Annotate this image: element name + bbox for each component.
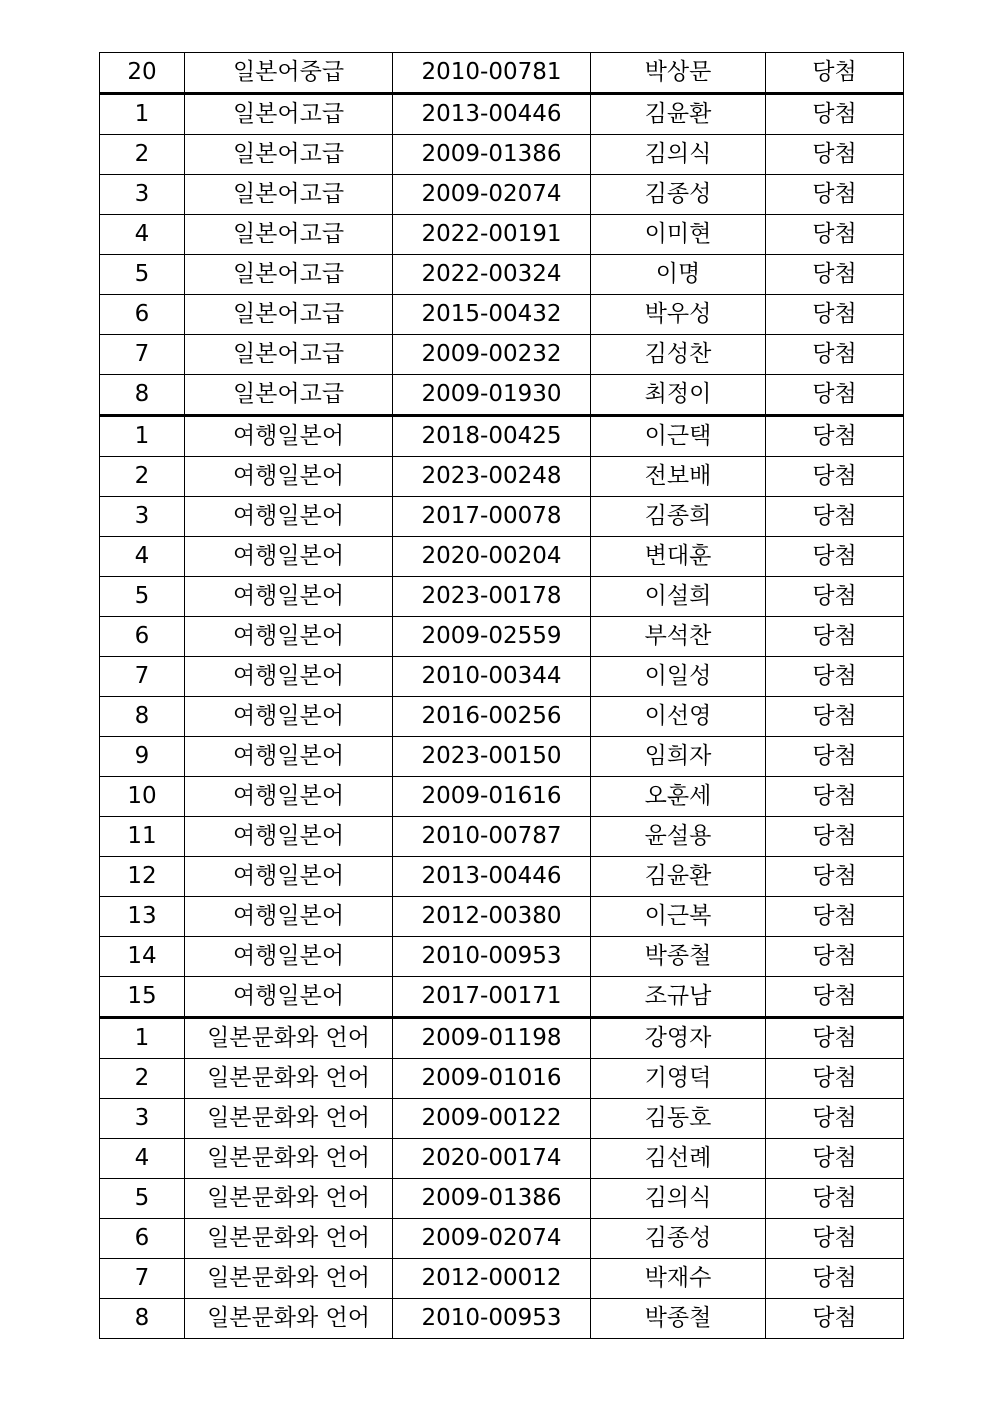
result-cell: 당첨 bbox=[766, 617, 904, 657]
member-id-cell: 2009-01198 bbox=[393, 1018, 591, 1059]
result-cell: 당첨 bbox=[766, 897, 904, 937]
table-row bbox=[100, 94, 904, 135]
table-row bbox=[100, 335, 904, 375]
result-cell: 당첨 bbox=[766, 255, 904, 295]
result-cell: 당첨 bbox=[766, 737, 904, 777]
table-row bbox=[100, 857, 904, 897]
member-id-cell: 2015-00432 bbox=[393, 295, 591, 335]
table-row bbox=[100, 215, 904, 255]
row-number-cell: 9 bbox=[100, 737, 185, 777]
course-name-cell: 여행일본어 bbox=[185, 937, 393, 977]
member-id-cell: 2022-00191 bbox=[393, 215, 591, 255]
member-id-cell: 2009-00232 bbox=[393, 335, 591, 375]
course-name-cell: 여행일본어 bbox=[185, 617, 393, 657]
result-cell: 당첨 bbox=[766, 497, 904, 537]
result-cell: 당첨 bbox=[766, 1179, 904, 1219]
course-name-cell: 여행일본어 bbox=[185, 657, 393, 697]
result-cell: 당첨 bbox=[766, 817, 904, 857]
row-number-cell: 5 bbox=[100, 255, 185, 295]
course-name-cell: 여행일본어 bbox=[185, 457, 393, 497]
result-cell: 당첨 bbox=[766, 335, 904, 375]
row-number-cell: 6 bbox=[100, 617, 185, 657]
member-id-cell: 2017-00078 bbox=[393, 497, 591, 537]
member-name-cell: 이명 bbox=[591, 255, 766, 295]
member-name-cell: 윤설용 bbox=[591, 817, 766, 857]
row-number-cell: 2 bbox=[100, 135, 185, 175]
member-id-cell: 2010-00344 bbox=[393, 657, 591, 697]
course-name-cell: 일본어중급 bbox=[185, 53, 393, 94]
row-number-cell: 2 bbox=[100, 457, 185, 497]
course-name-cell: 일본문화와 언어 bbox=[185, 1219, 393, 1259]
table-row bbox=[100, 375, 904, 416]
member-name-cell: 박상문 bbox=[591, 53, 766, 94]
table-row bbox=[100, 777, 904, 817]
row-number-cell: 4 bbox=[100, 215, 185, 255]
table-row bbox=[100, 175, 904, 215]
member-name-cell: 김의식 bbox=[591, 135, 766, 175]
table-row bbox=[100, 737, 904, 777]
table-row bbox=[100, 697, 904, 737]
result-cell: 당첨 bbox=[766, 53, 904, 94]
member-name-cell: 기영덕 bbox=[591, 1059, 766, 1099]
member-id-cell: 2009-01386 bbox=[393, 1179, 591, 1219]
member-name-cell: 이근복 bbox=[591, 897, 766, 937]
row-number-cell: 4 bbox=[100, 537, 185, 577]
member-name-cell: 조규남 bbox=[591, 977, 766, 1018]
course-name-cell: 여행일본어 bbox=[185, 977, 393, 1018]
member-name-cell: 전보배 bbox=[591, 457, 766, 497]
member-id-cell: 2010-00787 bbox=[393, 817, 591, 857]
course-name-cell: 여행일본어 bbox=[185, 537, 393, 577]
course-name-cell: 여행일본어 bbox=[185, 897, 393, 937]
row-number-cell: 4 bbox=[100, 1139, 185, 1179]
result-cell: 당첨 bbox=[766, 135, 904, 175]
member-name-cell: 변대훈 bbox=[591, 537, 766, 577]
row-number-cell: 3 bbox=[100, 175, 185, 215]
member-id-cell: 2009-02074 bbox=[393, 1219, 591, 1259]
member-name-cell: 김의식 bbox=[591, 1179, 766, 1219]
table-row bbox=[100, 937, 904, 977]
table-row bbox=[100, 1018, 904, 1059]
table-body bbox=[100, 53, 904, 1339]
course-name-cell: 여행일본어 bbox=[185, 777, 393, 817]
member-id-cell: 2009-02559 bbox=[393, 617, 591, 657]
course-name-cell: 여행일본어 bbox=[185, 857, 393, 897]
member-name-cell: 임희자 bbox=[591, 737, 766, 777]
member-name-cell: 이일성 bbox=[591, 657, 766, 697]
member-name-cell: 김윤환 bbox=[591, 94, 766, 135]
member-id-cell: 2023-00178 bbox=[393, 577, 591, 617]
course-name-cell: 일본문화와 언어 bbox=[185, 1018, 393, 1059]
result-cell: 당첨 bbox=[766, 457, 904, 497]
member-name-cell: 이근택 bbox=[591, 416, 766, 457]
row-number-cell: 5 bbox=[100, 1179, 185, 1219]
result-cell: 당첨 bbox=[766, 657, 904, 697]
result-cell: 당첨 bbox=[766, 1139, 904, 1179]
member-id-cell: 2020-00204 bbox=[393, 537, 591, 577]
row-number-cell: 11 bbox=[100, 817, 185, 857]
row-number-cell: 8 bbox=[100, 1299, 185, 1339]
course-name-cell: 일본어고급 bbox=[185, 335, 393, 375]
course-name-cell: 일본어고급 bbox=[185, 375, 393, 416]
row-number-cell: 5 bbox=[100, 577, 185, 617]
table-row bbox=[100, 577, 904, 617]
table-row bbox=[100, 135, 904, 175]
member-id-cell: 2023-00248 bbox=[393, 457, 591, 497]
member-id-cell: 2010-00953 bbox=[393, 1299, 591, 1339]
result-cell: 당첨 bbox=[766, 977, 904, 1018]
member-id-cell: 2010-00953 bbox=[393, 937, 591, 977]
result-cell: 당첨 bbox=[766, 537, 904, 577]
table-row bbox=[100, 497, 904, 537]
course-name-cell: 여행일본어 bbox=[185, 737, 393, 777]
member-name-cell: 김종성 bbox=[591, 175, 766, 215]
course-name-cell: 일본문화와 언어 bbox=[185, 1139, 393, 1179]
row-number-cell: 3 bbox=[100, 1099, 185, 1139]
table-row bbox=[100, 977, 904, 1018]
row-number-cell: 1 bbox=[100, 94, 185, 135]
course-name-cell: 일본어고급 bbox=[185, 94, 393, 135]
row-number-cell: 1 bbox=[100, 416, 185, 457]
result-cell: 당첨 bbox=[766, 1099, 904, 1139]
result-cell: 당첨 bbox=[766, 1059, 904, 1099]
course-name-cell: 여행일본어 bbox=[185, 416, 393, 457]
result-cell: 당첨 bbox=[766, 1259, 904, 1299]
result-cell: 당첨 bbox=[766, 1219, 904, 1259]
row-number-cell: 7 bbox=[100, 1259, 185, 1299]
row-number-cell: 7 bbox=[100, 335, 185, 375]
member-name-cell: 김선례 bbox=[591, 1139, 766, 1179]
member-name-cell: 김성찬 bbox=[591, 335, 766, 375]
result-cell: 당첨 bbox=[766, 1018, 904, 1059]
result-cell: 당첨 bbox=[766, 777, 904, 817]
course-name-cell: 여행일본어 bbox=[185, 577, 393, 617]
member-name-cell: 박종철 bbox=[591, 937, 766, 977]
table-row bbox=[100, 897, 904, 937]
course-name-cell: 일본문화와 언어 bbox=[185, 1179, 393, 1219]
row-number-cell: 10 bbox=[100, 777, 185, 817]
member-id-cell: 2009-01016 bbox=[393, 1059, 591, 1099]
row-number-cell: 12 bbox=[100, 857, 185, 897]
member-id-cell: 2018-00425 bbox=[393, 416, 591, 457]
member-name-cell: 강영자 bbox=[591, 1018, 766, 1059]
course-name-cell: 일본어고급 bbox=[185, 295, 393, 335]
member-name-cell: 부석찬 bbox=[591, 617, 766, 657]
member-name-cell: 이선영 bbox=[591, 697, 766, 737]
member-name-cell: 이미현 bbox=[591, 215, 766, 255]
course-name-cell: 여행일본어 bbox=[185, 817, 393, 857]
member-name-cell: 이설희 bbox=[591, 577, 766, 617]
member-id-cell: 2009-01930 bbox=[393, 375, 591, 416]
member-id-cell: 2009-01616 bbox=[393, 777, 591, 817]
row-number-cell: 2 bbox=[100, 1059, 185, 1099]
member-id-cell: 2012-00380 bbox=[393, 897, 591, 937]
course-name-cell: 일본문화와 언어 bbox=[185, 1099, 393, 1139]
row-number-cell: 7 bbox=[100, 657, 185, 697]
table-row bbox=[100, 617, 904, 657]
row-number-cell: 8 bbox=[100, 697, 185, 737]
member-name-cell: 박종철 bbox=[591, 1299, 766, 1339]
course-name-cell: 여행일본어 bbox=[185, 497, 393, 537]
row-number-cell: 6 bbox=[100, 1219, 185, 1259]
row-number-cell: 3 bbox=[100, 497, 185, 537]
member-id-cell: 2009-00122 bbox=[393, 1099, 591, 1139]
member-id-cell: 2009-01386 bbox=[393, 135, 591, 175]
member-name-cell: 박재수 bbox=[591, 1259, 766, 1299]
course-name-cell: 일본문화와 언어 bbox=[185, 1299, 393, 1339]
table-row bbox=[100, 295, 904, 335]
table-row bbox=[100, 416, 904, 457]
member-id-cell: 2020-00174 bbox=[393, 1139, 591, 1179]
result-cell: 당첨 bbox=[766, 857, 904, 897]
member-id-cell: 2016-00256 bbox=[393, 697, 591, 737]
table-row bbox=[100, 457, 904, 497]
course-name-cell: 여행일본어 bbox=[185, 697, 393, 737]
member-id-cell: 2013-00446 bbox=[393, 857, 591, 897]
row-number-cell: 8 bbox=[100, 375, 185, 416]
row-number-cell: 1 bbox=[100, 1018, 185, 1059]
course-name-cell: 일본어고급 bbox=[185, 215, 393, 255]
table-row bbox=[100, 1259, 904, 1299]
member-name-cell: 김종희 bbox=[591, 497, 766, 537]
course-name-cell: 일본어고급 bbox=[185, 255, 393, 295]
table-row bbox=[100, 1139, 904, 1179]
result-cell: 당첨 bbox=[766, 416, 904, 457]
course-name-cell: 일본문화와 언어 bbox=[185, 1259, 393, 1299]
row-number-cell: 14 bbox=[100, 937, 185, 977]
result-cell: 당첨 bbox=[766, 375, 904, 416]
row-number-cell: 13 bbox=[100, 897, 185, 937]
result-cell: 당첨 bbox=[766, 1299, 904, 1339]
course-name-cell: 일본어고급 bbox=[185, 175, 393, 215]
table-row bbox=[100, 1059, 904, 1099]
result-cell: 당첨 bbox=[766, 215, 904, 255]
lottery-result-table bbox=[99, 52, 904, 1339]
course-name-cell: 일본어고급 bbox=[185, 135, 393, 175]
table-row bbox=[100, 1099, 904, 1139]
table-row bbox=[100, 1219, 904, 1259]
row-number-cell: 6 bbox=[100, 295, 185, 335]
member-name-cell: 김윤환 bbox=[591, 857, 766, 897]
member-id-cell: 2022-00324 bbox=[393, 255, 591, 295]
member-name-cell: 김종성 bbox=[591, 1219, 766, 1259]
table-row bbox=[100, 537, 904, 577]
member-name-cell: 오훈세 bbox=[591, 777, 766, 817]
member-id-cell: 2013-00446 bbox=[393, 94, 591, 135]
member-id-cell: 2009-02074 bbox=[393, 175, 591, 215]
table-row bbox=[100, 817, 904, 857]
member-name-cell: 박우성 bbox=[591, 295, 766, 335]
member-id-cell: 2012-00012 bbox=[393, 1259, 591, 1299]
row-number-cell: 15 bbox=[100, 977, 185, 1018]
result-cell: 당첨 bbox=[766, 937, 904, 977]
result-cell: 당첨 bbox=[766, 697, 904, 737]
member-id-cell: 2010-00781 bbox=[393, 53, 591, 94]
table-row bbox=[100, 657, 904, 697]
result-cell: 당첨 bbox=[766, 94, 904, 135]
table-row bbox=[100, 1299, 904, 1339]
course-name-cell: 일본문화와 언어 bbox=[185, 1059, 393, 1099]
table-row bbox=[100, 255, 904, 295]
row-number-cell: 20 bbox=[100, 53, 185, 94]
member-name-cell: 김동호 bbox=[591, 1099, 766, 1139]
member-name-cell: 최정이 bbox=[591, 375, 766, 416]
result-cell: 당첨 bbox=[766, 175, 904, 215]
table-row bbox=[100, 53, 904, 94]
result-cell: 당첨 bbox=[766, 295, 904, 335]
result-cell: 당첨 bbox=[766, 577, 904, 617]
member-id-cell: 2017-00171 bbox=[393, 977, 591, 1018]
member-id-cell: 2023-00150 bbox=[393, 737, 591, 777]
table-row bbox=[100, 1179, 904, 1219]
